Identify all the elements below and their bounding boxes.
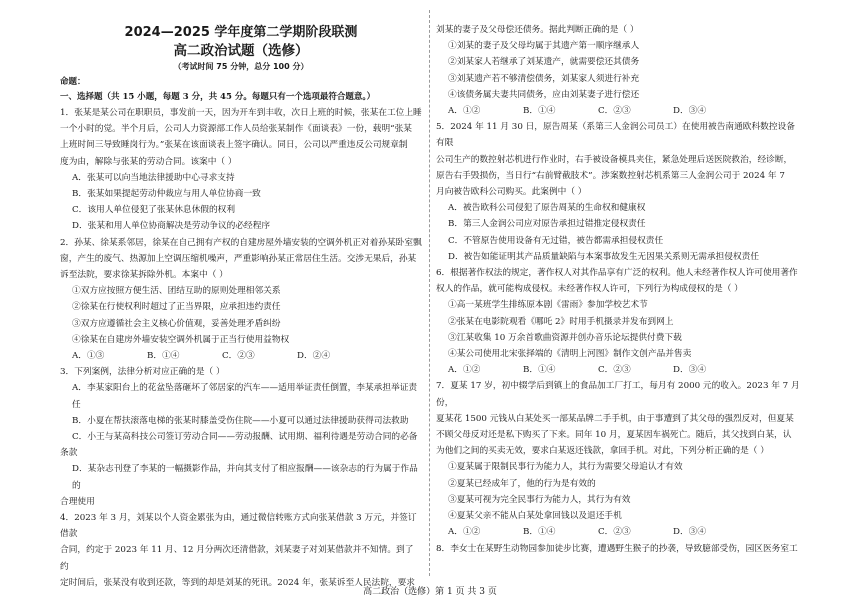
text-line: ②徐某在行使权利时超过了正当界限，应承担违约责任 [72, 302, 281, 313]
text-line: 合理使用 [60, 496, 95, 507]
option-b[interactable]: B．①④ [523, 106, 556, 117]
text-line: ④夏某父亲不能从白某处拿回钱以及退还手机 [448, 511, 622, 522]
text-line: ③夏某可视为完全民事行为能力人，其行为有效 [448, 494, 631, 505]
question-7 [436, 378, 802, 524]
text-line: 月向被告欧科公司购买。此案例中（ ） [436, 187, 587, 198]
question-4-options [436, 103, 802, 119]
text-line: 6．根据著作权法的规定，著作权人对其作品享有广泛的权利。他人未经著作权人许可使用著作 [436, 268, 798, 279]
option-c[interactable]: C．②③ [598, 106, 631, 117]
section-heading: 一、选择题（共 15 小题，每题 3 分，共 45 分。每题只有一个选项最符合题意。） [60, 92, 376, 102]
text-line: 2．孙某、徐某系邻居，徐某在自己拥有产权的自建房屋外墙安装的空调外机正对着孙某卧室飘 [60, 237, 422, 248]
text-line: 一个小时的觉。半个月后，公司人力资源部工作人员给张某制作《面谈表》一份，载明“张某 [60, 124, 412, 135]
text-line: 不顾父母反对还是私下购买了下来。同年 10 月，夏某因车祸死亡。随后，其父找到白某，认 [436, 430, 792, 441]
option-b[interactable]: B．①④ [147, 351, 180, 362]
text-line: 1．张某是某公司在职职员，事发前一天，因为开车到丰收，次日上班的时候，张某在工位上睡 [60, 108, 422, 118]
question-6-options [436, 362, 802, 378]
text-line: 3．下列案例，法律分析对应正确的是（ ） [60, 367, 225, 378]
text-line: A．被告欧科公司侵犯了原告周某的生命权和健康权 [448, 203, 646, 214]
text-line: ①夏某属于限制民事行为能力人，其行为需要父母追认才有效 [448, 462, 683, 473]
text-line: ④某公司使用北宋张择端的《清明上河图》制作文创产品并售卖 [448, 349, 692, 360]
text-line: 公司生产的数控射芯机进行作业时，右手被设备模具夹住，紧急处理后送医院救治，经诊断， [436, 154, 793, 165]
text-line: ③江某收集 10 万余首歌曲资源并创办音乐论坛提供付费下载 [448, 332, 682, 343]
text-line: ④该债务属夫妻共同债务，应由刘某妻子进行偿还 [448, 89, 640, 100]
text-line: 刘某的妻子及父母偿还债务。据此判断正确的是（ ） [436, 25, 639, 35]
text-line: D．被告如能证明其产品质量缺陷与本案事故发生无因果关系则无需承担侵权责任 [448, 251, 760, 262]
text-line: C．小王与某高科技公司签订劳动合同——劳动报酬、试用期、福利待遇是劳动合同的必备 [72, 432, 418, 443]
text-line: B．张某如果提起劳动仲裁应与用人单位协商一致 [72, 189, 261, 200]
left-body [60, 105, 422, 591]
question-7-options [436, 524, 802, 540]
text-line: 上班时间三导致睡岗行为。”张某在该面谈表上签字确认。同日，公司以严重违反公司规章制 [60, 140, 408, 151]
text-line: D．某杂志刊登了李某的一幅摄影作品，并向其支付了相应报酬——该杂志的行为属于作品的 [72, 464, 418, 491]
text-line: 定时间后，张某没有收到还款，等到的却是刘某的死讯。2024 年，张某诉至人民法院，要求 [60, 577, 415, 588]
option-c[interactable]: C．②③ [598, 365, 631, 376]
text-line: ②夏某已经成年了，他的行为是有效的 [448, 478, 596, 489]
option-b[interactable]: B．①④ [523, 527, 556, 538]
option-c[interactable]: C．②③ [222, 351, 255, 362]
text-line: 8．李女士在某野生动物园参加徒步比赛，遭遇野生猴子的抄袭，导致臆部受伤，园区医务室工 [436, 543, 798, 554]
text-line: ①刘某的妻子及父母均属于其遗产第一顺序继承人 [448, 41, 640, 52]
option-c[interactable]: C．②③ [598, 527, 631, 538]
text-line: C．该用人单位侵犯了张某休息休假的权利 [72, 205, 236, 216]
text-line: ①双方应按照方便生活、团结互助的原则处理相邻关系 [72, 286, 281, 297]
option-a[interactable]: A．①② [448, 365, 481, 376]
text-line: ③双方应遵循社会主义核心价值观，妥善处理矛盾纠纷 [72, 318, 281, 329]
text-line: 5．2024 年 11 月 30 日，原告周某（系第三人金润公司员工）在使用被告南通欧科数控设备有限 [436, 122, 795, 149]
right-column [436, 22, 802, 557]
option-d[interactable]: D．②④ [297, 351, 331, 362]
option-d[interactable]: D．③④ [673, 365, 707, 376]
option-a[interactable]: A．①③ [72, 351, 105, 362]
question-8 [436, 541, 802, 557]
text-line: 诉至法院，要求徐某拆除外机。本案中（ ） [60, 270, 228, 281]
text-line: 条款 [60, 448, 78, 459]
text-line: ③刘某遗产若不够清偿债务，刘某家人须进行补充 [448, 73, 640, 84]
exam-title: 2024—2025 学年度第二学期阶段联测 [124, 25, 358, 40]
option-d[interactable]: D．③④ [673, 106, 707, 117]
author-label: 命题： [60, 77, 86, 87]
exam-subtitle: 高二政治试题（选修） [173, 43, 309, 59]
text-line: 原告右手毁损伤，当日行“右前臂截肢术”。涉案数控射芯机系第三人金润公司于 2024 年 7 [436, 170, 785, 181]
text-line: A．张某可以向当地法律援助中心寻求支持 [72, 172, 235, 183]
text-line: 合同，约定于 2023 年 11 月、12 月分两次还清借款，刘某妻子对刘某借款并不知情。到了约 [60, 545, 414, 572]
option-b[interactable]: B．①④ [523, 365, 556, 376]
text-line: C．不管原告使用设备有无过错，被告都需承担侵权责任 [448, 235, 664, 246]
text-line: 为他们之间的买卖无效，要求白某返还钱款，拿回手机。对此，下列分析正确的是（ ） [436, 446, 769, 457]
question-5-6 [436, 119, 802, 362]
text-line: 4．2023 年 3 月，刘某以个人资金累张为由，通过微信转账方式向张某借款 3 万元，并签订借款 [60, 513, 417, 540]
text-line: B．小夏在帮扶滚落电梯的张某时膝盖受伤住院——小夏可以通过法律援助获得司法救助 [72, 415, 409, 426]
text-line: 权人的作品，就可能构成侵权。未经著作权人许可，下列行为构成侵权的是（ ） [436, 284, 743, 295]
option-d[interactable]: D．③④ [673, 527, 707, 538]
option-a[interactable]: A．①② [448, 527, 481, 538]
text-line: B．第三人金润公司应对原告承担过错推定侵权责任 [448, 219, 646, 230]
question-4-continued [436, 22, 802, 103]
column-divider [429, 10, 430, 576]
text-line: ②张某在电影院观看《哪吒 2》时用手机摄录并发布到网上 [448, 316, 674, 327]
option-a[interactable]: A．①② [448, 106, 481, 117]
page-footer: 高二政治（选修）第 1 页 共 3 页 [363, 587, 497, 597]
left-column [60, 22, 422, 591]
text-line: ①高一某班学生排练原本剧《雷雨》参加学校艺术节 [448, 300, 648, 311]
text-line: 7．夏某 17 岁，初中辍学后到镇上的食品加工厂打工，每月有 2000 元的收入。2023 年 7 月份， [436, 381, 800, 408]
text-line: 夏某花 1500 元钱从白某处买一部某品牌二手手机，由于事遭到了其父母的强烈反对，但夏某 [436, 413, 794, 424]
text-line: A．李某家阳台上的花盆坠落砸坏了邻居家的汽车——适用举证责任倒置，李某承担举证责任 [72, 383, 418, 410]
text-line: 窗，产生的废气、热源加上空调压缩机噪声，严重影响孙某正常居住生活。交涉无果后，孙某 [60, 253, 417, 264]
text-line: 度为由，解除与张某的劳动合同。该案中（ ） [60, 156, 237, 167]
text-line: ④徐某在自建房外墙安装空调外机属于正当行使用益物权 [72, 334, 290, 345]
exam-note: （考试时间 75 分钟，总分 100 分） [173, 62, 309, 71]
question-2-options [60, 348, 422, 364]
text-line: D．张某和用人单位协商解决是劳动争议的必经程序 [72, 221, 271, 232]
text-line: ②刘某家人若继承了刘某遗产，就需要偿还其债务 [448, 57, 640, 68]
